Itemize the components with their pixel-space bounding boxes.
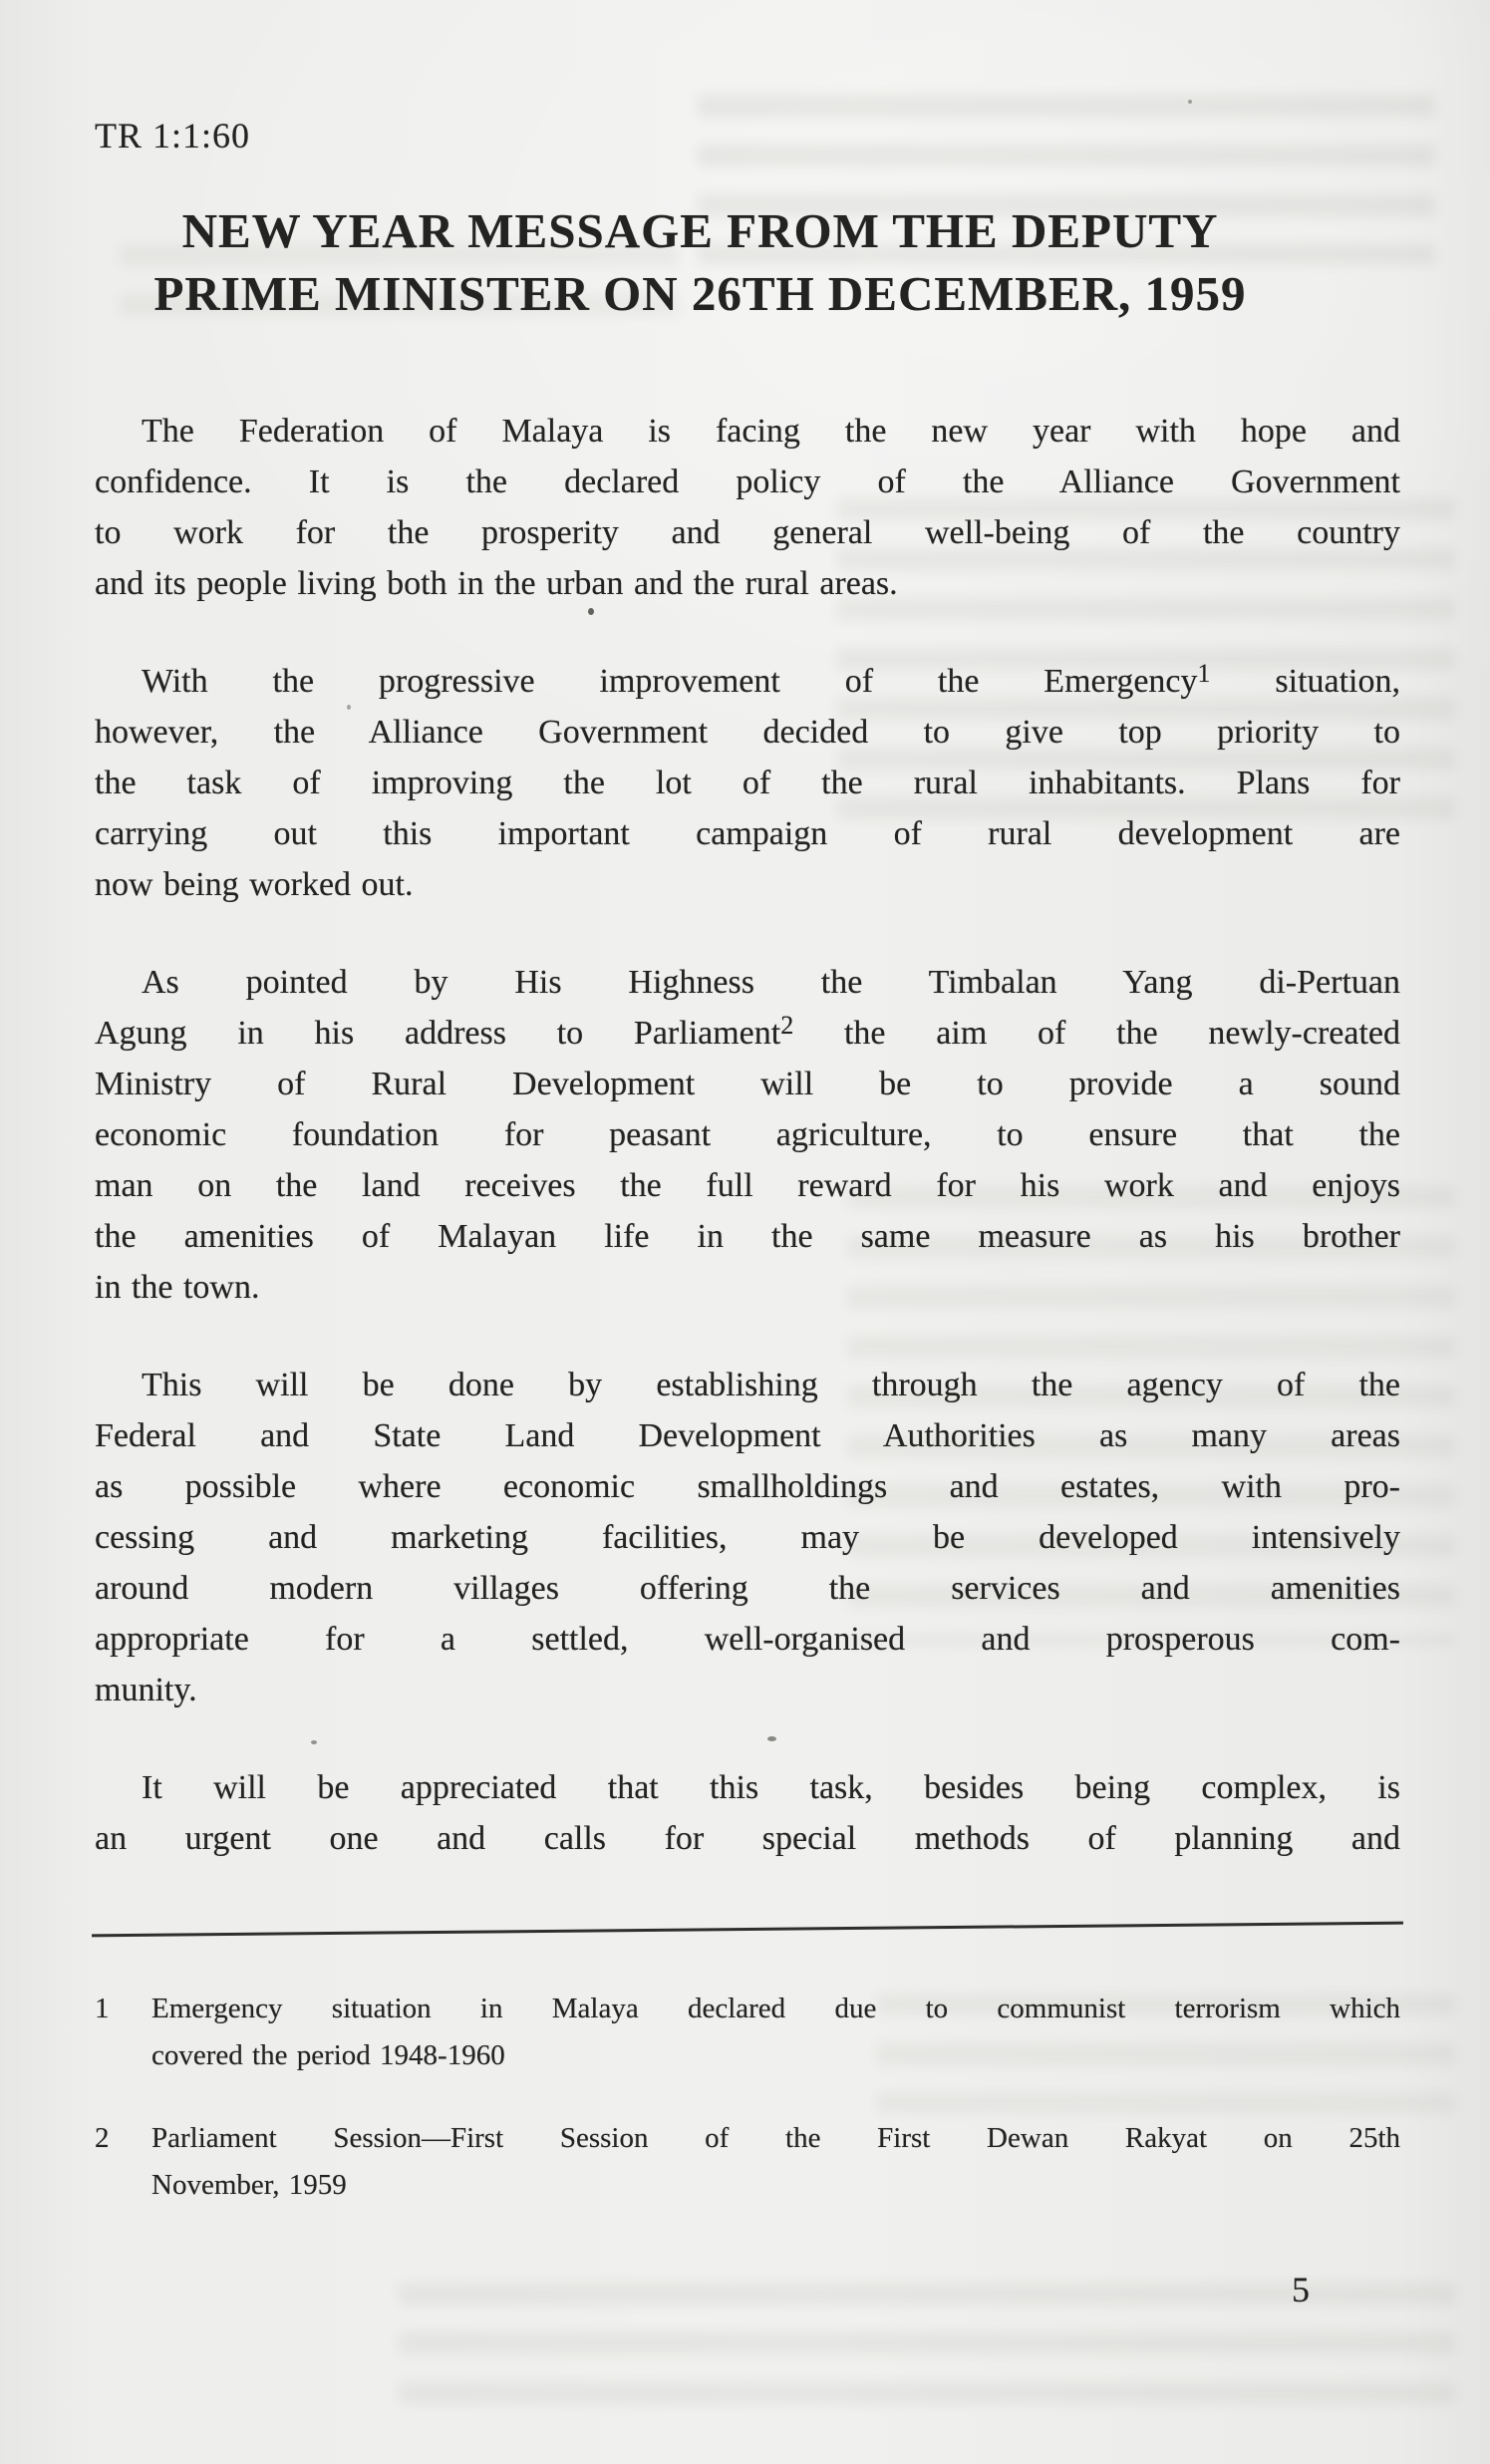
text-line: now being worked out. [95, 866, 414, 903]
page-title-line-1: NEW YEAR MESSAGE FROM THE DEPUTY [181, 203, 1219, 258]
footnotes [95, 1986, 1400, 2245]
text-line: Ministry of Rural Development will be to provide a sound [95, 1066, 1400, 1102]
footnote-reference: 1 [1197, 659, 1211, 688]
text-line: With the progressive improvement of the Emergency$^1$ situation, [142, 659, 1401, 700]
footnote-divider-rule [92, 1922, 1403, 1938]
paragraph [95, 1762, 1400, 1864]
text-line: however, the Alliance Government decided to give top priority to [95, 714, 1400, 751]
page-title-line-2: PRIME MINISTER ON 26TH DECEMBER, 1959 [153, 266, 1247, 321]
footnote-reference: 2 [780, 1011, 794, 1040]
footnote-marker: 2 [95, 2122, 110, 2154]
text-line: Federal and State Land Development Authorities as many areas [95, 1417, 1400, 1454]
paragraph [95, 406, 1400, 609]
text-line: It will be appreciated that this task, besides being complex, is [142, 1769, 1400, 1806]
text-line: economic foundation for peasant agriculture, to ensure that the [95, 1116, 1400, 1153]
page-title [95, 199, 1400, 325]
text-line: munity. [95, 1672, 197, 1708]
text-line: appropriate for a settled, well-organised and prosperous com- [95, 1621, 1400, 1658]
text-line: carrying out this important campaign of rural development are [95, 815, 1400, 852]
text-line: as possible where economic smallholdings and estates, with pro- [95, 1468, 1400, 1505]
text-line: As pointed by His Highness the Timbalan Yang di-Pertuan [142, 964, 1400, 1001]
text-line: Emergency situation in Malaya declared due to communist terrorism which [151, 1993, 1400, 2024]
ink-speck [1188, 100, 1192, 104]
text-line: around modern villages offering the services and amenities [95, 1570, 1400, 1607]
document-reference-number: TR 1:1:60 [95, 116, 251, 155]
text-line: in the town. [95, 1269, 260, 1306]
footnote-marker: 1 [95, 1993, 110, 2024]
text-line: Parliament Session—First Session of the First Dewan Rakyat on 25th [151, 2122, 1400, 2154]
text-line: and its people living both in the urban and the rural areas. [95, 565, 898, 602]
footnote-text [151, 1986, 1400, 2079]
footnote-text [151, 2115, 1400, 2209]
text-line: the amenities of Malayan life in the same measure as his brother [95, 1218, 1400, 1255]
text-line: This will be done by establishing through the agency of the [142, 1367, 1400, 1403]
text-line: November, 1959 [151, 2169, 347, 2201]
paragraph [95, 1360, 1400, 1715]
paragraph [95, 957, 1400, 1313]
footnote [95, 1986, 1400, 2079]
text-line: covered the period 1948-1960 [151, 2039, 505, 2071]
text-line: to work for the prosperity and general well-being of the country [95, 514, 1400, 551]
text-line: man on the land receives the full reward for his work and enjoys [95, 1167, 1400, 1204]
body-text [95, 406, 1400, 1911]
text-line: Agung in his address to Parliament$^2$ the aim of the newly-created [95, 1011, 1400, 1052]
text-line: an urgent one and calls for special methods of planning and [95, 1820, 1400, 1857]
text-line: the task of improving the lot of the rural inhabitants. Plans for [95, 765, 1400, 801]
text-line: The Federation of Malaya is facing the new year with hope and [142, 413, 1400, 450]
text-line: confidence. It is the declared policy of the Alliance Government [95, 463, 1400, 500]
text-line: cessing and marketing facilities, may be developed intensively [95, 1519, 1400, 1556]
footnote [95, 2115, 1400, 2209]
paragraph [95, 656, 1400, 910]
page-number: 5 [1292, 2270, 1310, 2310]
